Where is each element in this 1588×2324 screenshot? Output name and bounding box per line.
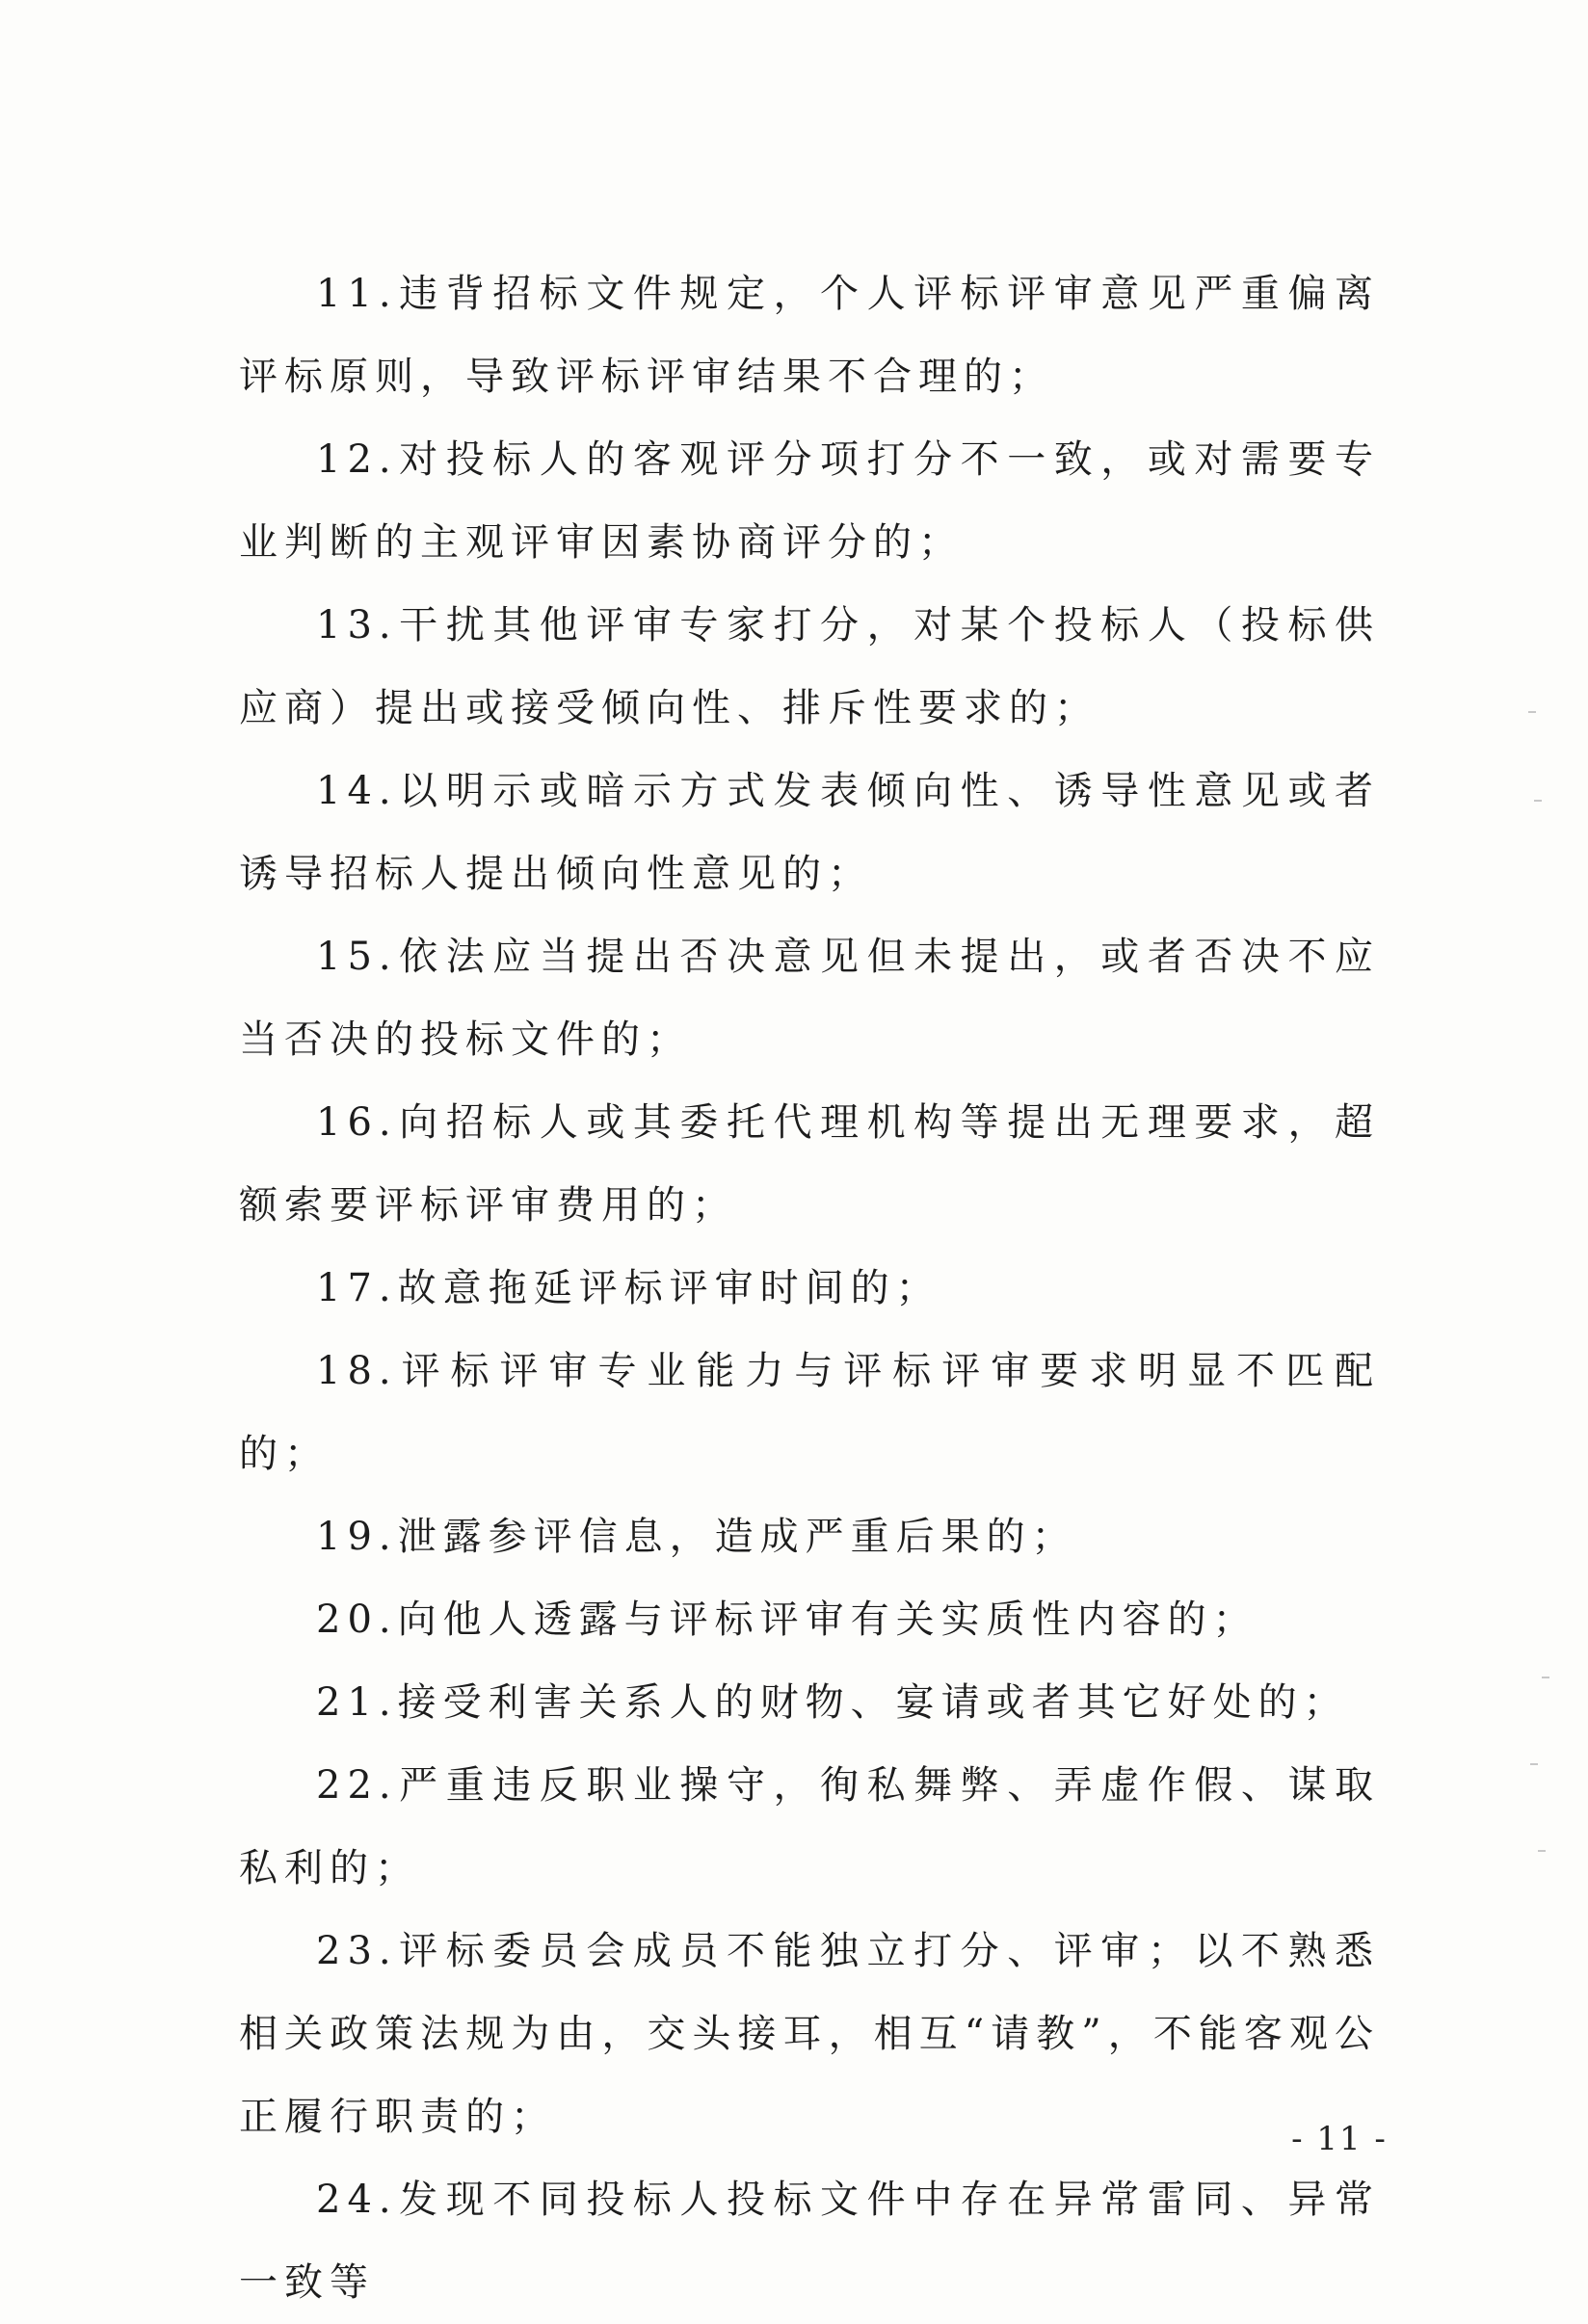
document-body [239, 252, 1380, 2324]
paragraph-item-23: 23.评标委员会成员不能独立打分、评审；以不熟悉相关政策法规为由，交头接耳，相互“请教”，不能客观公正履行职责的； [239, 1929, 1380, 2139]
scan-mark [1534, 800, 1542, 802]
paragraph-item-21: 21.接受利害关系人的财物、宴请或者其它好处的； [316, 1680, 1349, 1725]
paragraph-item-11: 11.违背招标文件规定，个人评标评审意见严重偏离评标原则，导致评标评审结果不合理的； [239, 272, 1380, 399]
paragraph-item-19: 19.泄露参评信息，造成严重后果的； [316, 1515, 1077, 1559]
paragraph-item-15: 15.依法应当提出否决意见但未提出，或者否决不应当否决的投标文件的； [239, 935, 1380, 1062]
scan-mark [1542, 1677, 1549, 1678]
paragraph-item-18: 18.评标评审专业能力与评标评审要求明显不匹配的； [239, 1349, 1380, 1476]
paragraph-item-20: 20.向他人透露与评标评审有关实质性内容的； [316, 1598, 1258, 1642]
paragraph-item-22: 22.严重违反职业操守，徇私舞弊、弄虚作假、谋取私利的； [239, 1763, 1380, 1890]
paragraph-item-24: 24.发现不同投标人投标文件中存在异常雷同、异常一致等 [239, 2178, 1380, 2305]
paragraph-item-13: 13.干扰其他评审专家打分，对某个投标人（投标供应商）提出或接受倾向性、排斥性要求的； [239, 603, 1380, 730]
scan-mark [1538, 1850, 1546, 1852]
page-number: - 11 - [1291, 2120, 1388, 2158]
paragraph-item-12: 12.对投标人的客观评分项打分不一致，或对需要专业判断的主观评审因素协商评分的； [239, 437, 1380, 565]
paragraph-item-16: 16.向招标人或其委托代理机构等提出无理要求，超额索要评标评审费用的； [239, 1100, 1380, 1228]
scan-mark [1528, 711, 1536, 713]
paragraph-item-17: 17.故意拖延评标评审时间的； [316, 1266, 941, 1310]
paragraph-item-14: 14.以明示或暗示方式发表倾向性、诱导性意见或者诱导招标人提出倾向性意见的； [239, 769, 1380, 896]
scan-mark [1530, 1763, 1538, 1765]
